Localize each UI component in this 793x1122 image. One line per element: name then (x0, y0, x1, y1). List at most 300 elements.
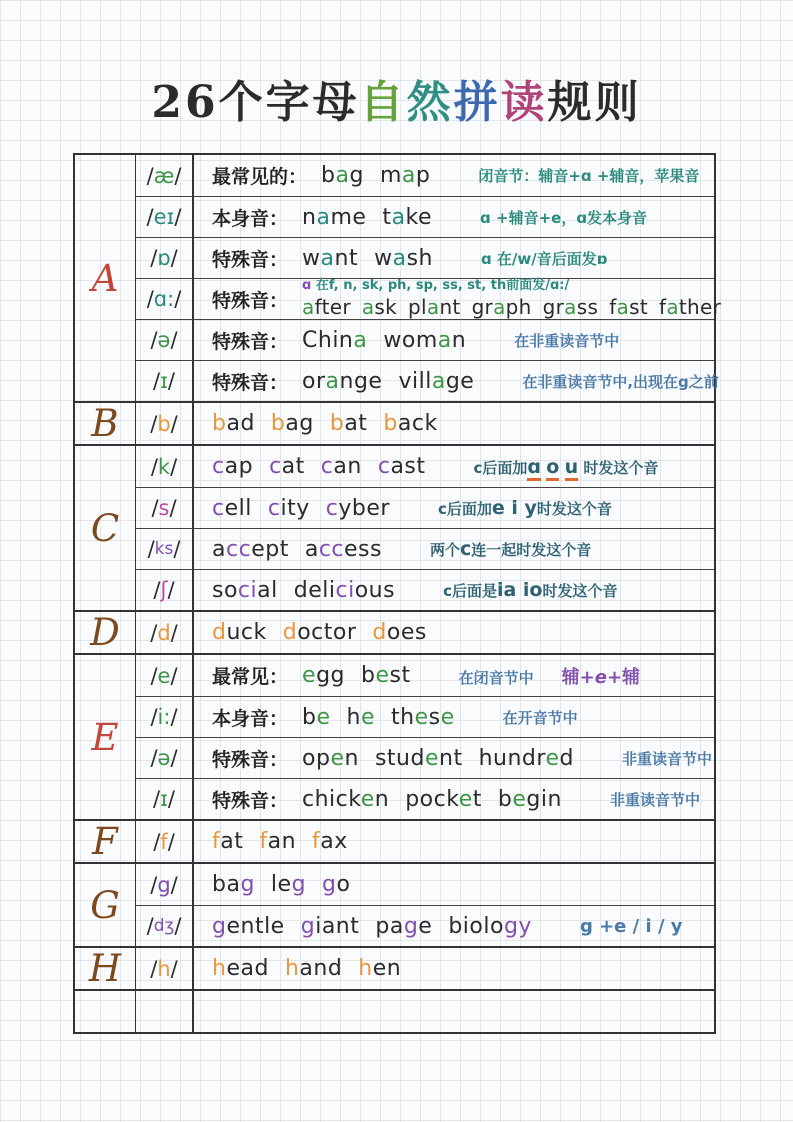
text-segment: / (153, 787, 161, 811)
text-segment: n (374, 786, 390, 812)
text-segment: ad (226, 411, 255, 436)
phonetic-symbol (136, 570, 194, 610)
rule-note (474, 456, 659, 478)
text-segment: ci (237, 577, 258, 603)
example-word (268, 496, 310, 521)
text-segment: ge (445, 368, 475, 394)
text-segment: e (458, 786, 473, 812)
text-segment: 26个字母 (151, 77, 360, 128)
text-segment: / (167, 578, 175, 602)
text-segment: deli (293, 577, 336, 603)
text-segment: h (358, 956, 373, 981)
text-segment: 读 (500, 77, 548, 128)
text-segment: / (151, 496, 159, 520)
text-segment: at (220, 829, 244, 854)
text-segment: / (150, 246, 158, 270)
text-segment: th (391, 704, 415, 730)
text-segment: a (353, 327, 368, 353)
example-word (609, 295, 648, 319)
rule-note (438, 497, 612, 519)
text-segment: at (344, 411, 368, 436)
example-word (302, 328, 367, 353)
text-segment: n (344, 745, 359, 771)
text-segment: nt (439, 294, 461, 319)
row-content (194, 155, 714, 196)
text-segment: w (302, 245, 321, 271)
text-segment: nt (439, 745, 463, 771)
example-word (302, 369, 382, 394)
text-segment: k (157, 454, 171, 479)
text-segment: / (170, 705, 178, 729)
text-segment: a (666, 294, 679, 319)
example-word (374, 246, 433, 271)
text-segment: / (146, 205, 154, 229)
letter-label: F (92, 820, 118, 863)
text-segment: a (316, 204, 331, 230)
example-word (212, 454, 253, 479)
rule-note (610, 789, 700, 810)
text-segment: e (360, 704, 376, 730)
letter-label: E (91, 715, 119, 759)
text-segment: gr (471, 294, 494, 319)
rule-label: 特殊音： (212, 371, 289, 394)
text-segment: 拼 (453, 77, 501, 128)
text-segment: al (257, 577, 278, 603)
example-word (326, 496, 390, 521)
text-segment: hundr (478, 745, 546, 771)
text-segment: a (493, 294, 506, 319)
text-segment: ə (157, 746, 171, 770)
phonetic-symbol (136, 279, 194, 319)
text-segment: / (146, 914, 154, 938)
text-segment: f (312, 829, 321, 854)
text-segment: g (349, 163, 364, 188)
text-segment: e (316, 704, 331, 730)
text-segment: ɑ: (153, 287, 175, 311)
text-segment: stud (374, 745, 425, 771)
text-segment: / (170, 328, 178, 352)
example-word (659, 295, 721, 319)
text-segment: / (170, 746, 178, 770)
example-word (382, 205, 432, 230)
table-row (136, 569, 714, 610)
text-segment: b (497, 786, 513, 812)
text-segment: cc (318, 536, 345, 562)
content-line (302, 368, 719, 394)
table-row (136, 446, 714, 487)
table-row (136, 319, 714, 360)
text-segment: c (269, 454, 282, 479)
row-content (194, 529, 714, 569)
text-segment: e (375, 663, 390, 688)
content-line (302, 787, 706, 812)
text-segment: c后面加 (473, 458, 528, 477)
text-segment: f (259, 829, 268, 854)
text-segment: 时发这个音 (536, 500, 612, 518)
text-segment: e (424, 745, 439, 771)
text-segment: b (383, 411, 398, 436)
text-segment: i: (157, 705, 171, 729)
rule-label: 特殊音： (212, 748, 289, 771)
text-segment: ɑ (527, 456, 541, 481)
text-segment: ɑ 在/w/音后面发ɒ (480, 249, 608, 268)
example-word (312, 829, 348, 854)
letter-label: A (91, 256, 119, 300)
text-segment: b (361, 663, 376, 688)
row-content (194, 612, 714, 653)
text-segment: e (330, 745, 345, 771)
example-word (375, 914, 432, 939)
rule-label: 本身音： (212, 207, 289, 230)
text-segment: / (170, 246, 178, 270)
text-segment: 在非重读音节中 (514, 331, 620, 350)
table-row (136, 196, 714, 237)
text-segment: cc (225, 536, 252, 562)
text-segment: d (372, 620, 387, 645)
text-segment: f (160, 829, 168, 854)
table-row (136, 155, 714, 196)
example-word (271, 411, 314, 436)
phonics-table (73, 153, 722, 1034)
text-segment: e (545, 745, 560, 771)
letter-section (75, 401, 714, 444)
text-segment: e (157, 663, 171, 688)
text-segment: octor (297, 620, 357, 645)
text-segment: nge (339, 368, 383, 394)
example-word (285, 956, 342, 981)
text-segment: 时发这个音 (542, 582, 618, 600)
row-content (194, 948, 714, 989)
text-segment: ph (505, 294, 532, 319)
text-segment: e (418, 913, 433, 939)
text-segment: / (174, 205, 182, 229)
text-segment: entle (226, 913, 285, 939)
table-row (136, 778, 714, 819)
table-row (136, 948, 714, 989)
text-segment: g (291, 872, 307, 897)
text-segment: d (559, 745, 574, 771)
text-segment: c (212, 454, 225, 479)
text-segment: c后面加 (437, 500, 492, 518)
example-word (212, 872, 255, 897)
text-segment: ʃ (160, 578, 168, 602)
content-line (321, 163, 706, 188)
text-segment: d (282, 620, 298, 645)
text-segment: en (372, 956, 402, 981)
text-segment: ead (226, 956, 269, 981)
text-segment: a (212, 536, 226, 562)
text-segment: ɪ (160, 369, 168, 393)
example-word (498, 787, 562, 812)
content-line (302, 328, 706, 353)
example-word (358, 956, 401, 981)
text-segment: a (391, 204, 406, 230)
text-segment: pa (375, 913, 404, 939)
content-line (212, 620, 706, 645)
text-segment: y (518, 913, 532, 939)
text-segment: iant (315, 913, 360, 939)
text-segment: o (546, 456, 559, 481)
example-word (301, 914, 360, 939)
table-row (136, 821, 714, 862)
text-segment: b (157, 411, 171, 436)
text-segment: a (564, 294, 577, 319)
text-segment: me (330, 204, 367, 230)
text-segment: n (302, 204, 317, 230)
text-segment: / (153, 369, 161, 393)
text-segment: / (146, 163, 154, 188)
text-segment: ack (397, 411, 438, 436)
text-segment: 在f, n, sk, ph, sp, ss, st, th前面发/ɑ:/ (315, 278, 570, 294)
content-line (212, 956, 706, 981)
letter-section (75, 155, 722, 401)
text-segment: gg (316, 663, 345, 688)
text-segment: e i y (491, 497, 537, 519)
text-segment: a (431, 368, 446, 394)
text-segment (559, 459, 564, 477)
example-word (378, 454, 426, 479)
example-word (294, 578, 395, 603)
text-segment: a (392, 245, 407, 271)
table-row (136, 737, 714, 778)
text-segment: biolo (448, 913, 504, 939)
text-segment: s (158, 496, 170, 520)
example-word (383, 411, 437, 436)
content-line (302, 663, 706, 689)
content-line (302, 705, 706, 730)
row-content (194, 738, 714, 778)
text-segment: chick (302, 786, 361, 812)
table-row (136, 360, 719, 401)
example-word (391, 705, 455, 730)
text-segment: / (153, 829, 161, 854)
example-word (283, 620, 357, 645)
letter-section (75, 653, 714, 819)
table-row (136, 403, 714, 444)
example-word (330, 411, 368, 436)
table-row (136, 864, 714, 905)
text-segment: / (150, 454, 158, 479)
rule-note (514, 330, 619, 351)
example-word (302, 787, 389, 812)
rule-label: 最常见： (212, 666, 289, 688)
example-word (259, 829, 296, 854)
text-segment: ks (154, 539, 174, 559)
text-segment: a (304, 536, 319, 562)
example-word (212, 496, 252, 521)
text-segment: ous (354, 577, 396, 603)
text-segment: h (212, 956, 227, 981)
text-segment: / (167, 787, 175, 811)
text-segment: g (240, 872, 255, 897)
text-segment: g (403, 913, 419, 939)
example-word (543, 295, 599, 319)
text-segment: 在闭音节中 (458, 668, 534, 687)
rule-note (430, 538, 591, 560)
text-segment: 辅+ (561, 666, 595, 688)
text-segment: yber (338, 495, 390, 521)
text-segment: g (212, 913, 227, 939)
text-segment: / (170, 663, 178, 688)
letter-section (75, 444, 714, 610)
phonetic-symbol (136, 446, 194, 487)
text-segment: 连一起时发这个音 (471, 541, 592, 559)
text-segment: c (212, 495, 225, 521)
example-word (405, 787, 482, 812)
phonetic-symbol (136, 697, 194, 737)
phonetic-symbol (136, 238, 194, 278)
rule-note (503, 707, 578, 728)
text-segment: / (169, 496, 177, 520)
example-word (302, 205, 366, 230)
example-word (305, 537, 382, 562)
text-segment: b (329, 411, 345, 436)
text-segment: h (284, 956, 300, 981)
text-segment: n (451, 327, 467, 353)
text-segment: pl (408, 294, 427, 319)
rule-label: 最常见的： (212, 166, 308, 188)
text-segment: t (472, 786, 482, 812)
phonetic-symbol (136, 779, 194, 819)
text-segment: st (389, 663, 411, 688)
phonetic-symbol (136, 361, 194, 401)
text-segment: b (270, 411, 286, 436)
row-content (194, 278, 722, 319)
text-segment: / (170, 411, 178, 436)
row-content (194, 655, 714, 696)
text-segment: / (153, 578, 161, 602)
letter-label: G (90, 883, 120, 927)
table-row (136, 905, 714, 946)
text-segment: sh (406, 245, 433, 271)
rule-note (481, 248, 608, 269)
text-segment: c (320, 454, 334, 479)
text-segment: a (320, 245, 335, 271)
example-word (212, 829, 243, 854)
text-segment: uck (226, 620, 267, 645)
example-word (322, 872, 350, 897)
example-word (479, 746, 574, 771)
content-line (302, 205, 706, 230)
row-content (194, 403, 714, 444)
phonetic-symbol (136, 906, 194, 946)
table-row (136, 991, 714, 1032)
letter-label: H (88, 947, 122, 990)
example-word (269, 454, 305, 479)
text-segment: / (174, 914, 182, 938)
rule-label: 特殊音： (212, 248, 289, 271)
example-word (408, 295, 461, 319)
text-segment: e (594, 666, 607, 688)
content-line (302, 279, 706, 294)
content-line (212, 829, 706, 854)
content-line (302, 294, 722, 319)
text-segment: a (335, 163, 350, 188)
text-segment: d (157, 620, 171, 645)
content-line (212, 578, 706, 603)
text-segment: st (629, 294, 648, 319)
text-segment: / (174, 163, 182, 188)
text-segment: 两个 (429, 541, 460, 559)
text-segment: c (325, 495, 339, 521)
text-segment: +辅 (606, 666, 641, 688)
text-segment: so (212, 577, 238, 603)
rule-note (302, 279, 569, 294)
example-word (361, 663, 411, 688)
text-segment: 规则 (547, 77, 642, 128)
phonetic-symbol (136, 529, 194, 569)
row-content (194, 991, 714, 1032)
example-word (212, 956, 269, 981)
text-segment: / (167, 829, 175, 854)
letter-cell (75, 446, 136, 610)
row-content (194, 320, 714, 360)
text-segment: ə (157, 328, 171, 352)
text-segment: gr (542, 294, 565, 319)
rule-label: 特殊音： (212, 289, 289, 312)
phonetic-symbol (136, 738, 194, 778)
example-word (321, 454, 362, 479)
text-segment: nt (334, 245, 359, 271)
text-segment: 非重读音节中 (621, 749, 712, 768)
row-content (194, 821, 714, 862)
text-segment: Chin (302, 327, 354, 353)
text-segment: p (415, 163, 431, 188)
content-line (212, 454, 706, 479)
text-segment: w (374, 245, 393, 271)
text-segment: b (321, 163, 336, 188)
text-segment: e (414, 704, 429, 730)
text-segment: o (336, 872, 351, 897)
table-row (136, 612, 714, 653)
text-segment: c后面是 (443, 582, 497, 600)
rule-note (443, 579, 617, 601)
text-segment: e (302, 663, 317, 688)
text-segment: 在非重读音节中,出现在g之前 (522, 372, 719, 391)
text-segment: e (360, 786, 375, 812)
text-segment: 然 (406, 77, 454, 128)
letter-cell (75, 991, 136, 1032)
letter-cell (75, 948, 136, 989)
example-word (347, 705, 376, 730)
text-segment: ss (576, 294, 599, 319)
letter-cell (75, 864, 136, 946)
text-segment: / (170, 620, 178, 645)
example-word (375, 746, 463, 771)
example-word (302, 663, 345, 688)
example-word (212, 578, 278, 603)
text-segment: / (150, 411, 158, 436)
letter-section (75, 819, 714, 862)
rule-note (522, 371, 718, 392)
text-segment: ept (251, 536, 289, 562)
content-line (212, 496, 706, 521)
text-segment: a (426, 294, 440, 319)
text-segment: wom (383, 327, 438, 353)
text-segment: s (428, 704, 441, 730)
text-segment: ke (405, 204, 433, 230)
letter-label: B (91, 402, 119, 445)
text-segment: / (173, 537, 181, 561)
text-segment: / (170, 956, 178, 981)
content-line (212, 914, 706, 939)
content-line (212, 537, 706, 562)
text-segment: g +e / i / y (579, 915, 683, 937)
content-line (302, 246, 706, 271)
rule-label: 本身音： (212, 707, 289, 730)
text-segment: ell (224, 495, 252, 521)
example-word (212, 914, 285, 939)
